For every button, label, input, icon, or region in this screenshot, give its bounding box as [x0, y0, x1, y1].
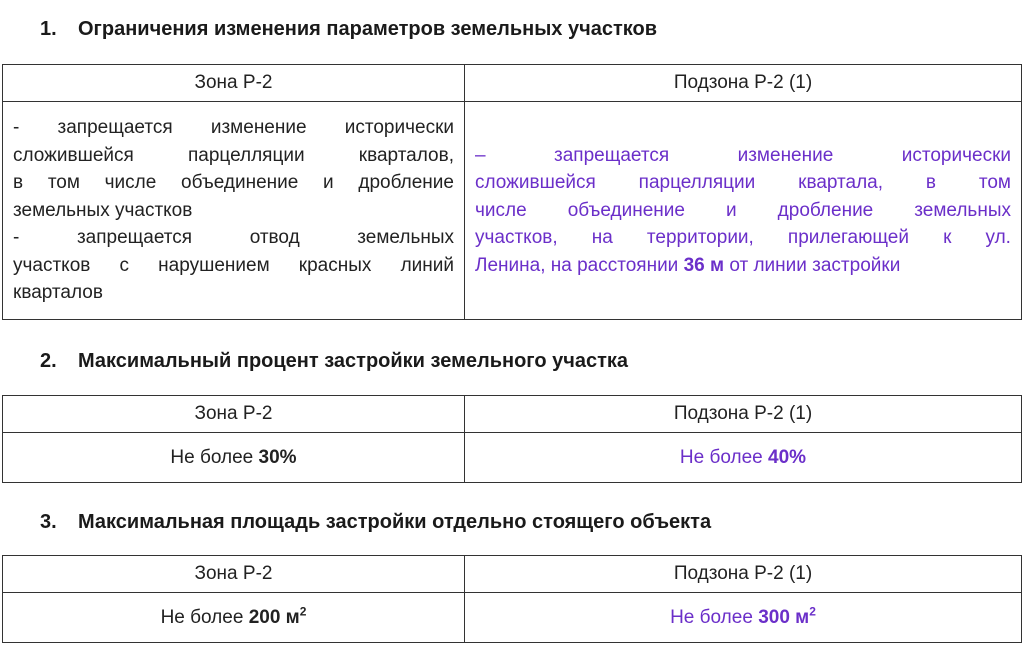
zone-value-cell — [3, 433, 465, 483]
subzone-text — [465, 142, 1021, 280]
section-2-table — [2, 395, 1022, 483]
value-prefix: Не более — [670, 606, 759, 628]
zone-header: Зона Р-2 — [3, 65, 465, 102]
word: участков, — [475, 227, 558, 249]
zone-cell — [3, 102, 465, 320]
word: кварталов, — [358, 144, 454, 166]
word: - — [13, 227, 20, 249]
word: земельных — [357, 227, 454, 249]
section-3-table — [2, 555, 1022, 643]
value-prefix: Не более — [160, 606, 249, 628]
word: и — [323, 172, 334, 194]
word: том — [47, 172, 80, 194]
word: сложившейся — [13, 144, 134, 166]
subzone-cell — [465, 102, 1022, 320]
text-line — [13, 169, 454, 197]
word: нарушением — [158, 254, 270, 276]
zone-value-cell — [3, 593, 465, 643]
text-line — [13, 197, 454, 225]
text-line — [13, 279, 454, 307]
zone-header: Зона Р-2 — [3, 396, 465, 433]
text-line — [475, 224, 1011, 252]
table-header-row — [3, 396, 1022, 433]
section-1-table — [2, 64, 1022, 320]
text-line — [475, 142, 1011, 170]
word: изменение — [737, 144, 834, 166]
section-number: 2. — [40, 350, 57, 372]
word: и — [726, 199, 737, 221]
word: земельных — [914, 199, 1011, 221]
word: с — [119, 254, 130, 276]
section-title: Ограничения изменения параметров земельных участков — [78, 18, 658, 40]
word: к — [943, 227, 952, 249]
word: дробление — [358, 172, 454, 194]
word: числе — [104, 172, 157, 194]
section-2-heading — [40, 350, 628, 373]
text-line — [13, 252, 454, 280]
word: линий — [400, 254, 454, 276]
value-prefix: Не более — [679, 446, 769, 468]
table-row — [3, 593, 1022, 643]
word: – — [475, 144, 486, 166]
word: в — [13, 172, 24, 194]
word: сложившейся — [475, 172, 596, 194]
text-line — [13, 224, 454, 252]
distance-value: 36 м — [683, 254, 725, 276]
section-title: Максимальная площадь застройки отдельно стоящего объекта — [78, 511, 712, 533]
subzone-value-cell — [465, 433, 1022, 483]
subzone-header: Подзона Р-2 (1) — [465, 65, 1022, 102]
table-header-row — [3, 65, 1022, 102]
value-number: 300 $м^2$ — [758, 604, 816, 628]
section-3-heading — [40, 511, 711, 534]
word: запрещается — [554, 144, 670, 166]
word: в — [925, 172, 936, 194]
subzone-value-cell — [465, 593, 1022, 643]
section-number: 3. — [40, 511, 57, 533]
superscript: 2 — [299, 604, 307, 619]
section-title: Максимальный процент застройки земельного участка — [78, 350, 629, 372]
table-row — [3, 433, 1022, 483]
word: участков — [13, 254, 91, 276]
word: территории, — [646, 227, 754, 249]
section-1-heading — [40, 18, 657, 41]
word: парцелляции — [638, 172, 756, 194]
word: исторически — [344, 117, 454, 139]
word: числе — [475, 199, 527, 221]
word: Ленина, на расстоянии — [475, 254, 684, 276]
word: запрещается — [57, 117, 173, 139]
word: красных — [298, 254, 372, 276]
superscript: 2 — [809, 604, 816, 619]
word: объединение — [567, 199, 685, 221]
word: запрещается — [76, 227, 193, 249]
subzone-header: Подзона Р-2 (1) — [465, 396, 1022, 433]
text-line — [475, 197, 1011, 225]
zone-text — [3, 114, 464, 307]
value-number: 200 $м^2$ — [248, 604, 307, 628]
word: на — [591, 227, 613, 249]
word: дробление — [777, 199, 874, 221]
value-number: 30% — [258, 446, 297, 468]
value-prefix: Не более — [170, 446, 259, 468]
text-line — [475, 252, 1011, 280]
word: изменение — [210, 117, 307, 139]
word: прилегающей — [787, 227, 909, 249]
section-number: 1. — [40, 18, 57, 40]
word: исторически — [901, 144, 1011, 166]
text-line — [13, 142, 454, 170]
table-row — [3, 102, 1022, 320]
word: том — [978, 172, 1011, 194]
text-line — [475, 169, 1011, 197]
word: - — [13, 117, 20, 139]
value-number: 40% — [768, 446, 807, 468]
zone-header: Зона Р-2 — [3, 556, 465, 593]
word: ул. — [985, 227, 1011, 249]
word: от линии застройки — [724, 254, 901, 276]
word: объединение — [181, 172, 299, 194]
word: квартала, — [798, 172, 884, 194]
text-line — [13, 114, 454, 142]
word: кварталов — [13, 282, 103, 304]
table-header-row — [3, 556, 1022, 593]
word: отвод — [249, 227, 300, 249]
subzone-header: Подзона Р-2 (1) — [465, 556, 1022, 593]
word: парцелляции — [187, 144, 305, 166]
word: земельных участков — [13, 199, 193, 221]
